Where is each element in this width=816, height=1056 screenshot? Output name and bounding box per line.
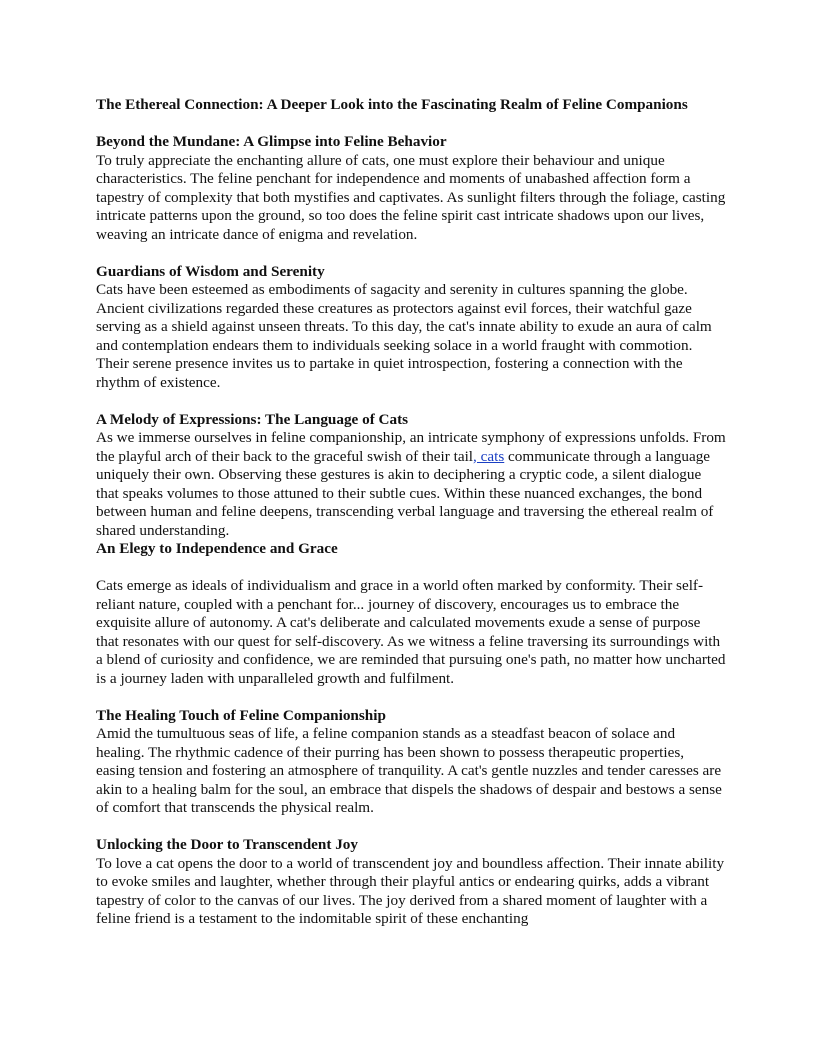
- section-body-healing: Amid the tumultuous seas of life, a feline companion stands as a steadfast beacon of solace and healing. The rhythmic cadence of their purring has been shown to possess therapeutic properties, easing tension and fostering an atmosphere of tranquility. A cat's gentle nuzzles and tender caresses are akin to a healing balm for the soul, an embrace that dispels the shadows of despair and bestows a sense of comfort that transcends the physical realm.: [96, 725, 722, 816]
- section-body-wisdom: Cats have been esteemed as embodiments of sagacity and serenity in cultures spanning the globe. Ancient civilizations regarded these creatures as protectors against evil forces, their watchful gaze serving as a shield against unseen threats. To this day, the cat's innate ability to exude an aura of calm and contemplation endears them to individuals seeking solace in a world fraught with commotion. Their serene presence invites us to partake in quiet introspection, fostering a connection with the rhythm of existence.: [96, 281, 712, 391]
- spacer: [96, 392, 726, 411]
- section-heading-behavior: Beyond the Mundane: A Glimpse into Feline Behavior: [96, 133, 447, 150]
- body-text-after-link: communicate through a language uniquely their own. Observing these gestures is akin to deciphering a cryptic code, a silent dialogue that speaks volumes to those attuned to their subtle cues. Within these nuanced exchanges, the bond between human and feline deepens, transcending verbal language and traversing the ethereal realm of shared understanding.: [96, 447, 714, 539]
- spacer: [96, 818, 726, 837]
- document-title: The Ethereal Connection: A Deeper Look into the Fascinating Realm of Feline Companions: [96, 96, 688, 113]
- section-body-language: [96, 429, 726, 540]
- spacer: [96, 244, 726, 263]
- document-page: [96, 96, 726, 929]
- spacer: [96, 115, 726, 134]
- section-body-joy: To love a cat opens the door to a world of transcendent joy and boundless affection. Their innate ability to evoke smiles and laughter, whether through their playful antics or endearing quirks, adds a vibrant tapestry of color to the canvas of our lives. The joy derived from a shared moment of laughter with a feline friend is a testament to the indomitable spirit of these enchanting: [96, 854, 725, 927]
- spacer: [96, 559, 726, 578]
- section-heading-joy: Unlocking the Door to Transcendent Joy: [96, 836, 358, 853]
- section-body-independence: Cats emerge as ideals of individualism and grace in a world often marked by conformity. Their self-reliant nature, coupled with a penchant for... journey of discovery, encourages us to embrace the exquisite allure of autonomy. A cat's deliberate and calculated movements exude a sense of purpose that resonates with our quest for self-discovery. As we witness a feline traversing its surroundings with a blend of curiosity and confidence, we are reminded that pursuing one's path, no matter how uncharted is a journey laden with unparalleled growth and fulfilment.: [96, 577, 726, 687]
- section-heading-independence: An Elegy to Independence and Grace: [96, 540, 338, 557]
- cats-link[interactable]: , cats: [473, 447, 505, 465]
- spacer: [96, 688, 726, 707]
- section-body-behavior: To truly appreciate the enchanting allure of cats, one must explore their behaviour and unique characteristics. The feline penchant for independence and moments of unabashed affection form a tapestry of complexity that both mystifies and captivates. As sunlight filters through the foliage, casting intricate patterns upon the ground, so too does the feline spirit cast intricate shadows upon our lives, weaving an intricate dance of enigma and revelation.: [96, 151, 726, 243]
- section-heading-language: A Melody of Expressions: The Language of Cats: [96, 410, 409, 428]
- section-heading-wisdom: Guardians of Wisdom and Serenity: [96, 262, 325, 280]
- section-heading-healing: The Healing Touch of Feline Companionship: [96, 706, 386, 724]
- body-text-before-link: As we immerse ourselves in feline companionship, an intricate symphony of expressions unfolds. From the playful arch of their back to the graceful swish of their tail: [96, 429, 726, 465]
